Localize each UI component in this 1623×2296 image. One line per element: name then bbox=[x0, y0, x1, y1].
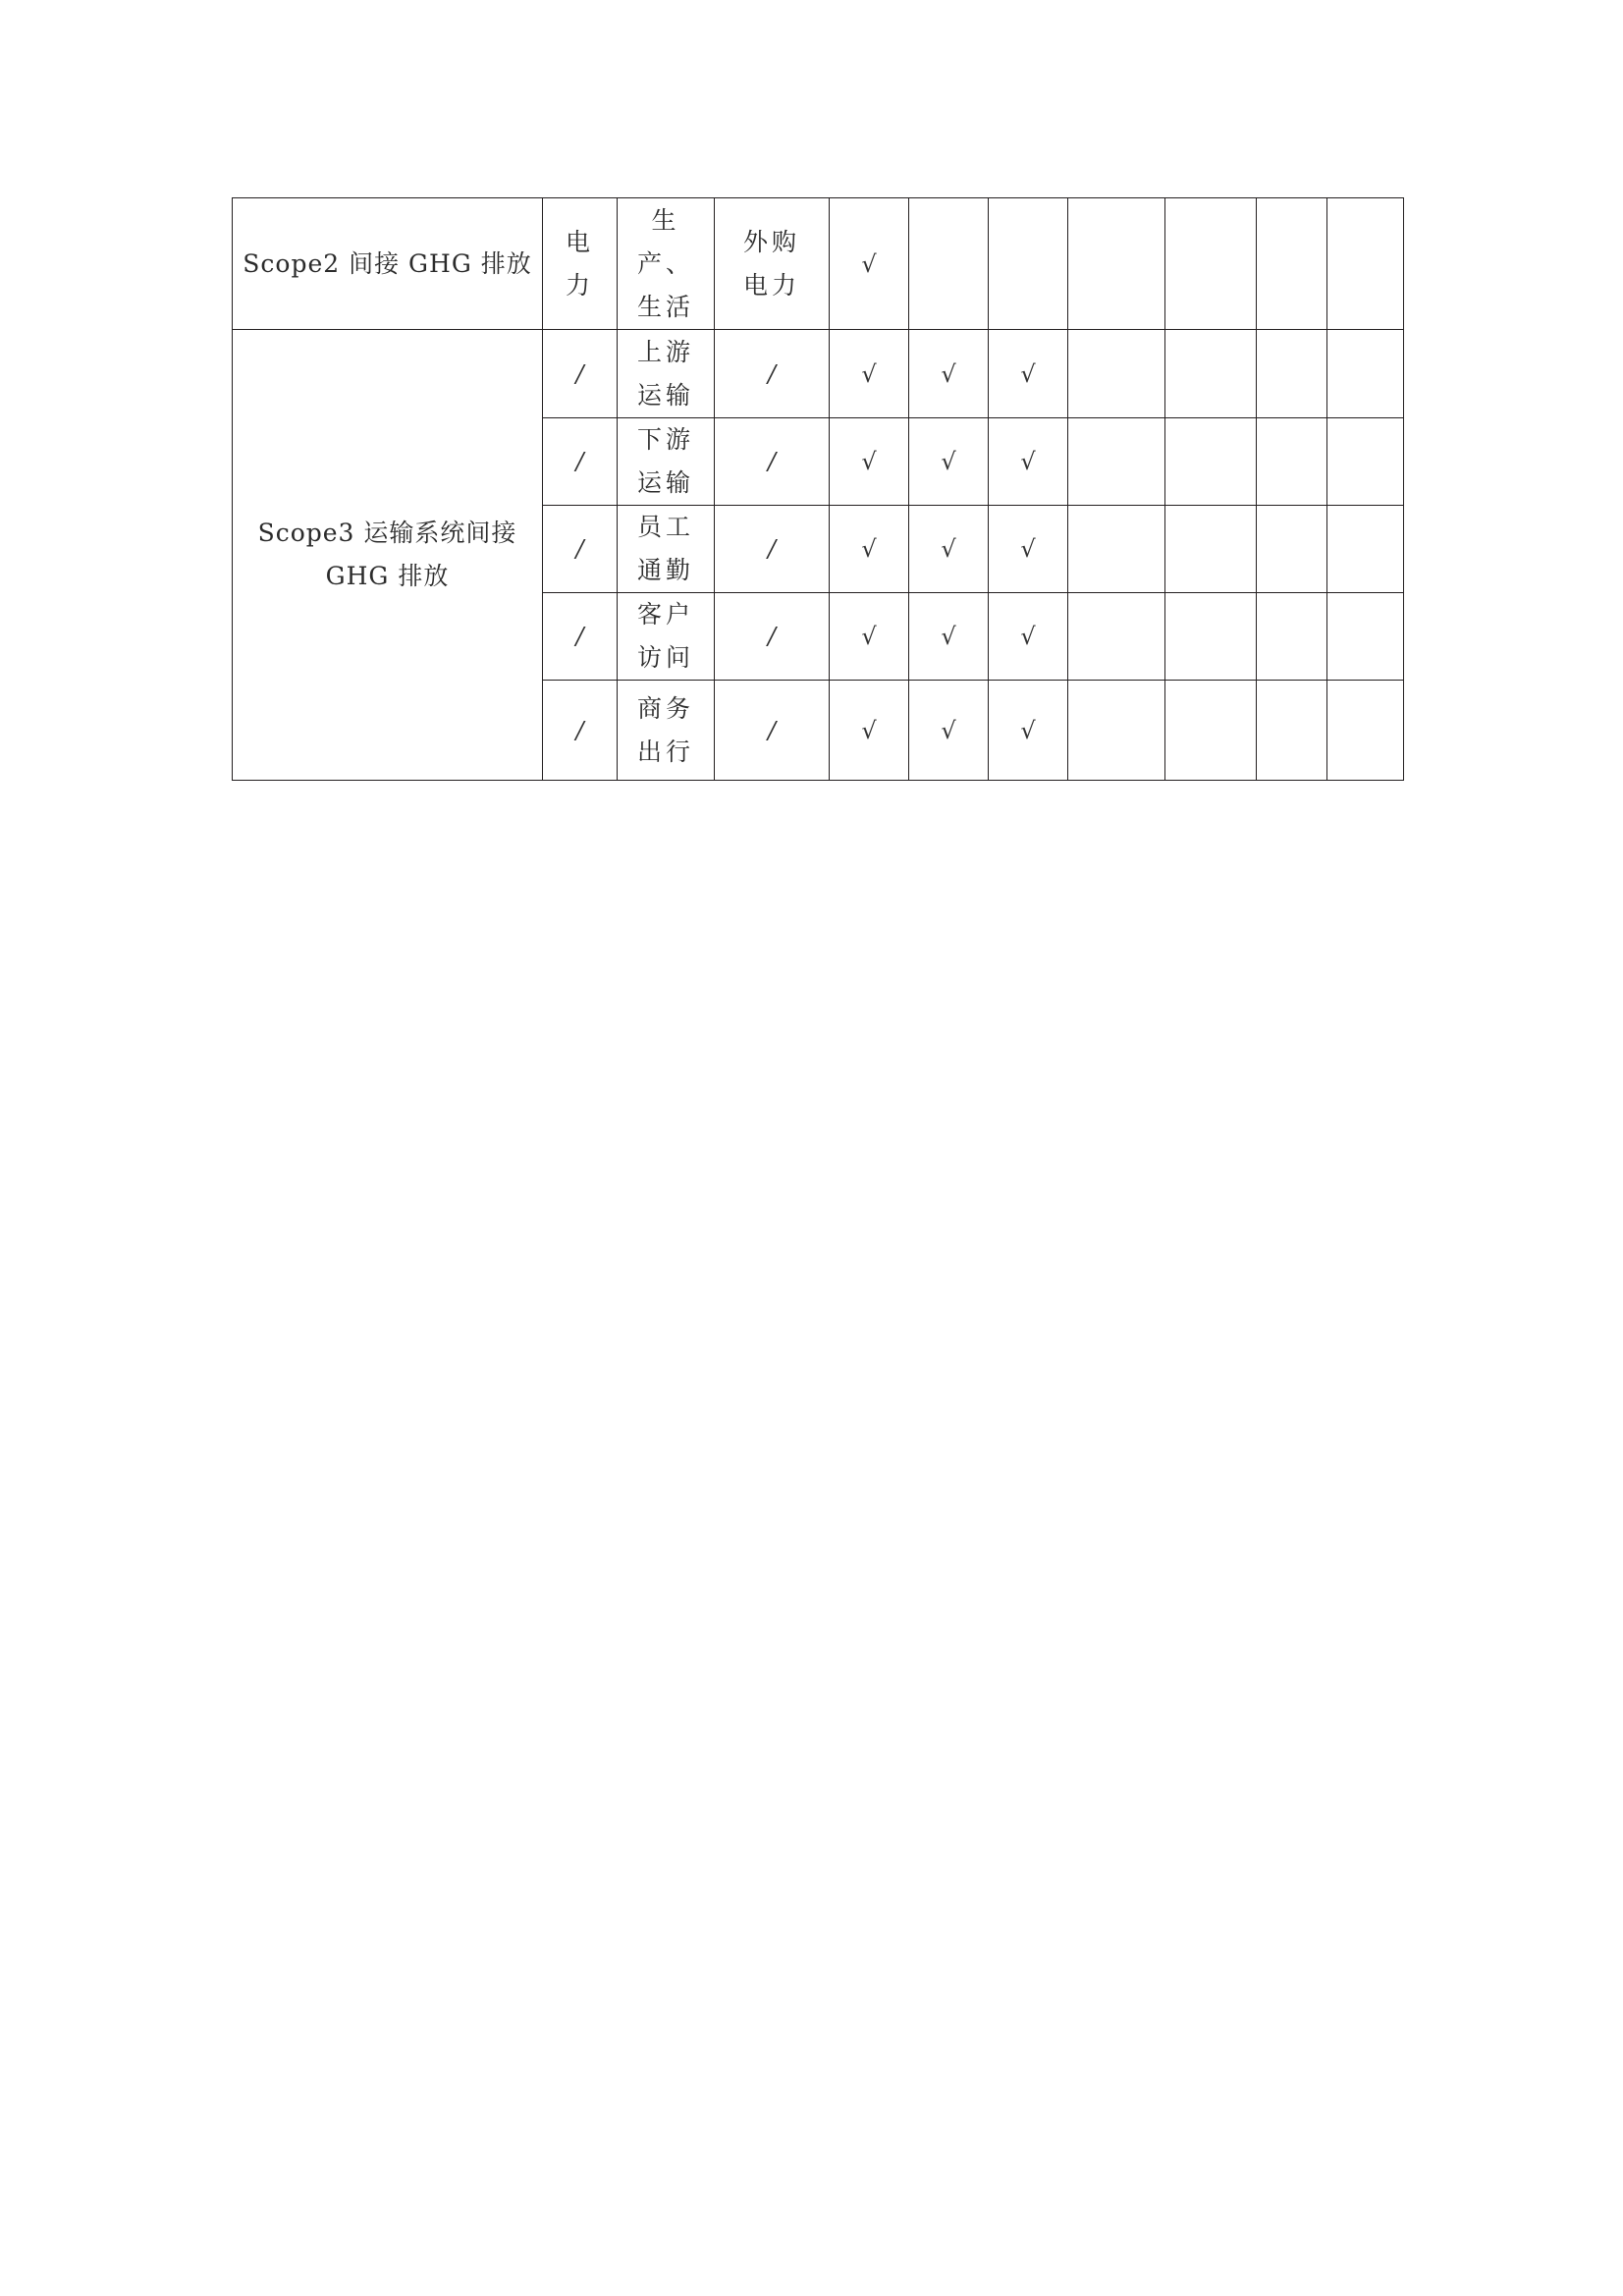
check-mark: √ bbox=[1020, 623, 1036, 650]
check-mark: √ bbox=[1020, 535, 1036, 563]
empty-cell bbox=[1068, 330, 1165, 418]
check-mark: √ bbox=[861, 448, 877, 475]
scope3-label-line2: GHG 排放 bbox=[325, 562, 450, 590]
col6-cell bbox=[909, 593, 989, 681]
check-mark: √ bbox=[861, 249, 877, 278]
check-mark: √ bbox=[861, 623, 877, 650]
slash-value: / bbox=[575, 448, 584, 475]
empty-cell bbox=[1165, 198, 1257, 330]
empty-cell bbox=[1327, 330, 1404, 418]
empty-cell bbox=[1257, 506, 1327, 593]
scope3-item: 上游 运输 bbox=[636, 337, 694, 410]
slash-value: / bbox=[767, 359, 777, 388]
col5-cell bbox=[830, 418, 909, 506]
check-mark: √ bbox=[861, 359, 877, 388]
slash-value: / bbox=[575, 716, 584, 744]
col6-cell bbox=[909, 681, 989, 781]
slash-value: / bbox=[575, 359, 584, 388]
ghg-emission-table bbox=[232, 197, 1404, 781]
scope2-usage: 生 产、 生活 bbox=[636, 205, 694, 321]
empty-cell bbox=[1068, 506, 1165, 593]
item-cell bbox=[618, 593, 715, 681]
scope2-col7-cell bbox=[989, 198, 1068, 330]
scope3-label-cell bbox=[233, 330, 543, 781]
energy-type-cell bbox=[543, 593, 618, 681]
empty-cell bbox=[1257, 330, 1327, 418]
check-mark: √ bbox=[941, 716, 956, 744]
energy-type-cell bbox=[543, 506, 618, 593]
scope3-item: 下游 运输 bbox=[636, 425, 694, 497]
col7-cell bbox=[989, 593, 1068, 681]
scope3-item: 客户 访问 bbox=[636, 600, 694, 672]
check-mark: √ bbox=[941, 359, 956, 388]
empty-cell bbox=[1327, 198, 1404, 330]
col6-cell bbox=[909, 330, 989, 418]
empty-cell bbox=[1257, 198, 1327, 330]
col6-cell bbox=[909, 506, 989, 593]
col7-cell bbox=[989, 506, 1068, 593]
empty-cell bbox=[1165, 330, 1257, 418]
check-mark: √ bbox=[861, 716, 877, 744]
scope2-row bbox=[233, 198, 1404, 330]
scope2-source-cell bbox=[715, 198, 830, 330]
col5-cell bbox=[830, 506, 909, 593]
col7-cell bbox=[989, 681, 1068, 781]
empty-cell bbox=[1257, 593, 1327, 681]
scope2-usage-cell bbox=[618, 198, 715, 330]
empty-cell bbox=[1165, 506, 1257, 593]
energy-type-cell bbox=[543, 681, 618, 781]
check-mark: √ bbox=[861, 535, 877, 563]
slash-value: / bbox=[767, 448, 777, 475]
scope3-row bbox=[233, 330, 1404, 418]
check-mark: √ bbox=[1020, 448, 1036, 475]
col5-cell bbox=[830, 593, 909, 681]
empty-cell bbox=[1257, 681, 1327, 781]
scope2-col5-cell bbox=[830, 198, 909, 330]
scope3-item: 商务 出行 bbox=[636, 693, 694, 766]
item-cell bbox=[618, 330, 715, 418]
empty-cell bbox=[1165, 681, 1257, 781]
empty-cell bbox=[1068, 681, 1165, 781]
item-cell bbox=[618, 506, 715, 593]
slash-value: / bbox=[767, 716, 777, 744]
empty-cell bbox=[1068, 198, 1165, 330]
scope2-source: 外购 电力 bbox=[742, 227, 800, 300]
scope2-label-cell bbox=[233, 198, 543, 330]
source-cell bbox=[715, 418, 830, 506]
empty-cell bbox=[1327, 506, 1404, 593]
check-mark: √ bbox=[941, 623, 956, 650]
empty-cell bbox=[1165, 418, 1257, 506]
empty-cell bbox=[1327, 681, 1404, 781]
energy-type-cell bbox=[543, 330, 618, 418]
slash-value: / bbox=[767, 535, 777, 563]
check-mark: √ bbox=[1020, 716, 1036, 744]
col5-cell bbox=[830, 681, 909, 781]
col6-cell bbox=[909, 418, 989, 506]
scope2-energy-type-cell bbox=[543, 198, 618, 330]
slash-value: / bbox=[767, 623, 777, 650]
empty-cell bbox=[1068, 418, 1165, 506]
check-mark: √ bbox=[941, 448, 956, 475]
check-mark: √ bbox=[941, 535, 956, 563]
source-cell bbox=[715, 681, 830, 781]
check-mark: √ bbox=[1020, 359, 1036, 388]
empty-cell bbox=[1327, 418, 1404, 506]
empty-cell bbox=[1327, 593, 1404, 681]
col7-cell bbox=[989, 330, 1068, 418]
source-cell bbox=[715, 506, 830, 593]
source-cell bbox=[715, 330, 830, 418]
energy-type-cell bbox=[543, 418, 618, 506]
slash-value: / bbox=[575, 535, 584, 563]
scope3-label-line1: Scope3 运输系统间接 bbox=[257, 519, 517, 547]
scope2-label: Scope2 间接 GHG 排放 bbox=[243, 248, 532, 278]
col7-cell bbox=[989, 418, 1068, 506]
col5-cell bbox=[830, 330, 909, 418]
empty-cell bbox=[1068, 593, 1165, 681]
source-cell bbox=[715, 593, 830, 681]
empty-cell bbox=[1257, 418, 1327, 506]
scope2-col6-cell bbox=[909, 198, 989, 330]
slash-value: / bbox=[575, 623, 584, 650]
scope2-energy-type: 电 力 bbox=[565, 227, 594, 300]
item-cell bbox=[618, 681, 715, 781]
scope3-item: 员工 通勤 bbox=[636, 513, 694, 584]
empty-cell bbox=[1165, 593, 1257, 681]
item-cell bbox=[618, 418, 715, 506]
